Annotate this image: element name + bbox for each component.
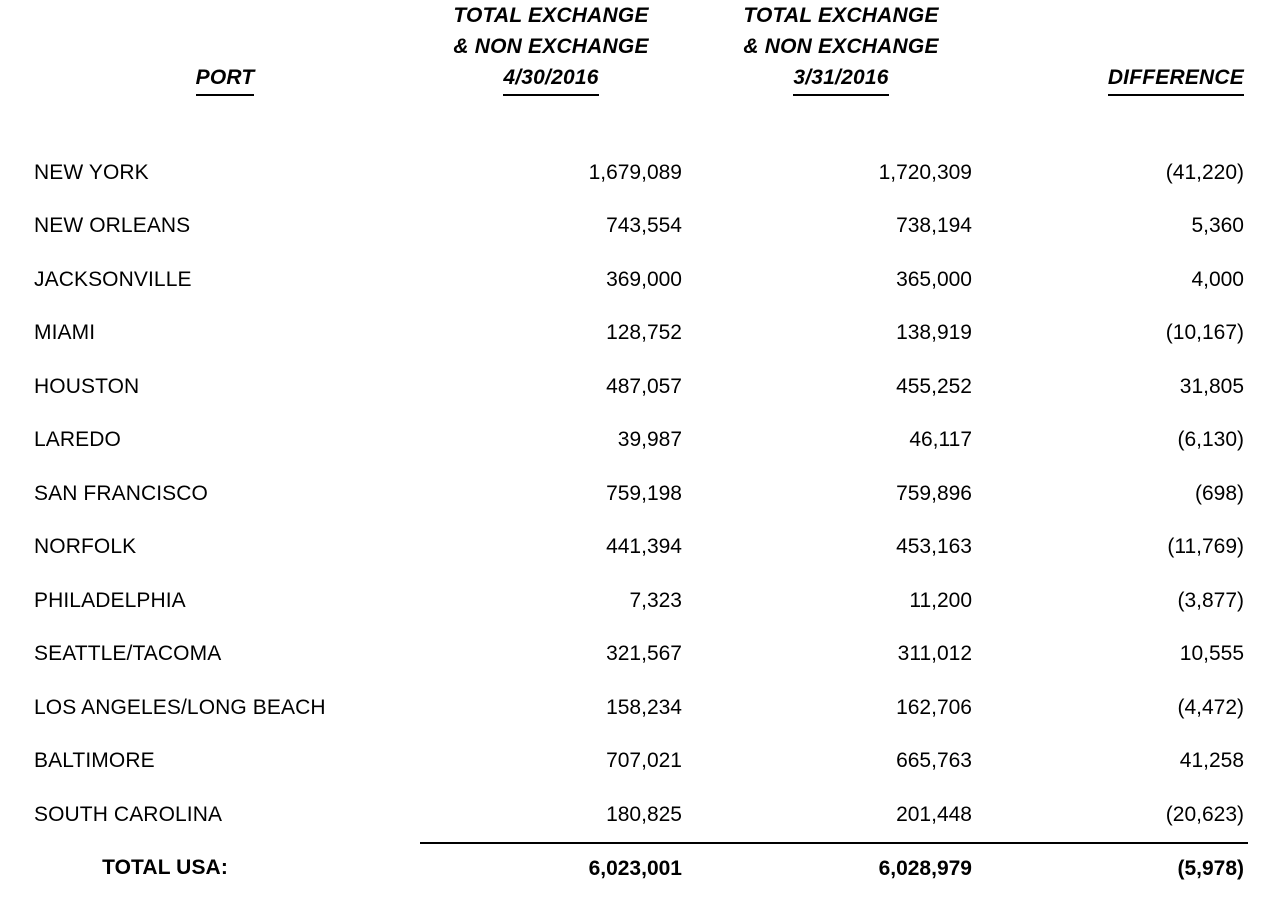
spacer-cell [30, 100, 420, 146]
cell-previous: 738,194 [896, 214, 972, 238]
cell-difference: (698) [1194, 481, 1244, 505]
cell-difference: (41,220) [1165, 160, 1244, 184]
header-spacer-row [30, 100, 1248, 146]
column-header-previous-date: 3/31/2016 [793, 62, 888, 96]
cell-previous: 138,919 [896, 321, 972, 345]
cell-current: 128,752 [606, 321, 682, 345]
cell-port: SEATTLE/TACOMA [34, 642, 222, 666]
table-row [30, 146, 1248, 200]
cell-current: 369,000 [606, 267, 682, 291]
cell-total-current: 6,023,001 [420, 843, 710, 892]
column-header-current-date: 4/30/2016 [503, 62, 598, 96]
cell-total-label: TOTAL USA: [102, 856, 228, 879]
cell-difference: (10,167) [1165, 321, 1244, 345]
column-header-difference [1000, 0, 1248, 100]
table-row [30, 307, 1248, 361]
cell-current: 180,825 [606, 802, 682, 826]
cell-previous: 201,448 [896, 802, 972, 826]
cell-difference: (6,130) [1177, 428, 1244, 452]
table-row [30, 681, 1248, 735]
table-body [30, 100, 1248, 892]
cell-current: 759,198 [606, 481, 682, 505]
spacer-cell [710, 100, 1000, 146]
spacer-cell [1000, 100, 1248, 146]
cell-previous: 665,763 [896, 749, 972, 773]
table-row [30, 788, 1248, 843]
cell-difference: 4,000 [1191, 267, 1244, 291]
column-header-difference-label: DIFFERENCE [1108, 62, 1244, 96]
cell-total-difference: (5,978) [1000, 843, 1248, 892]
table-row [30, 414, 1248, 468]
cell-current: 158,234 [606, 695, 682, 719]
cell-difference: (4,472) [1177, 695, 1244, 719]
table-row [30, 360, 1248, 414]
spacer-cell [420, 100, 710, 146]
table-row [30, 467, 1248, 521]
cell-current: 487,057 [606, 374, 682, 398]
cell-port: MIAMI [34, 321, 96, 345]
cell-difference: 10,555 [1179, 642, 1244, 666]
cell-port: JACKSONVILLE [34, 267, 192, 291]
cell-difference: (20,623) [1165, 802, 1244, 826]
total-row [30, 843, 1248, 892]
header-row [30, 0, 1248, 100]
cell-current: 743,554 [606, 214, 682, 238]
column-header-current [420, 0, 710, 100]
column-header-port-label: PORT [196, 62, 255, 96]
cell-current: 707,021 [606, 749, 682, 773]
cell-previous: 162,706 [896, 695, 972, 719]
cell-port: NEW YORK [34, 160, 149, 184]
cell-previous: 46,117 [909, 428, 972, 452]
cell-port: NORFOLK [34, 535, 137, 559]
cell-current: 321,567 [606, 642, 682, 666]
cell-current: 1,679,089 [588, 160, 682, 184]
cell-difference: (3,877) [1177, 588, 1244, 612]
cell-current: 441,394 [606, 535, 682, 559]
cell-difference: (11,769) [1167, 535, 1244, 559]
cell-previous: 365,000 [896, 267, 972, 291]
cell-previous: 1,720,309 [878, 160, 972, 184]
table-row [30, 574, 1248, 628]
cell-port: SAN FRANCISCO [34, 481, 208, 505]
cell-previous: 759,896 [896, 481, 972, 505]
cell-current: 39,987 [617, 428, 682, 452]
cell-total-previous: 6,028,979 [710, 843, 1000, 892]
column-header-previous-line1: TOTAL EXCHANGE [743, 4, 939, 27]
table-row [30, 253, 1248, 307]
cell-previous: 453,163 [896, 535, 972, 559]
port-totals-table [30, 0, 1248, 892]
cell-port: HOUSTON [34, 374, 140, 398]
cell-port: PHILADELPHIA [34, 588, 186, 612]
table-row [30, 200, 1248, 254]
column-header-previous-line2: & NON EXCHANGE [743, 35, 939, 58]
cell-current: 7,323 [629, 588, 682, 612]
table-header [30, 0, 1248, 100]
column-header-previous [710, 0, 1000, 100]
table-row [30, 628, 1248, 682]
column-header-current-line2: & NON EXCHANGE [453, 35, 649, 58]
cell-difference: 5,360 [1191, 214, 1244, 238]
cell-port: LAREDO [34, 428, 121, 452]
cell-difference: 41,258 [1179, 749, 1244, 773]
table-row [30, 735, 1248, 789]
cell-port: NEW ORLEANS [34, 214, 191, 238]
cell-port: LOS ANGELES/LONG BEACH [34, 695, 326, 719]
cell-difference: 31,805 [1179, 374, 1244, 398]
cell-previous: 455,252 [896, 374, 972, 398]
cell-port: SOUTH CAROLINA [34, 803, 223, 827]
column-header-current-line1: TOTAL EXCHANGE [453, 4, 649, 27]
cell-previous: 11,200 [909, 588, 972, 612]
table-row [30, 521, 1248, 575]
column-header-port [30, 0, 420, 100]
cell-port: BALTIMORE [34, 749, 155, 773]
cell-previous: 311,012 [897, 642, 972, 666]
